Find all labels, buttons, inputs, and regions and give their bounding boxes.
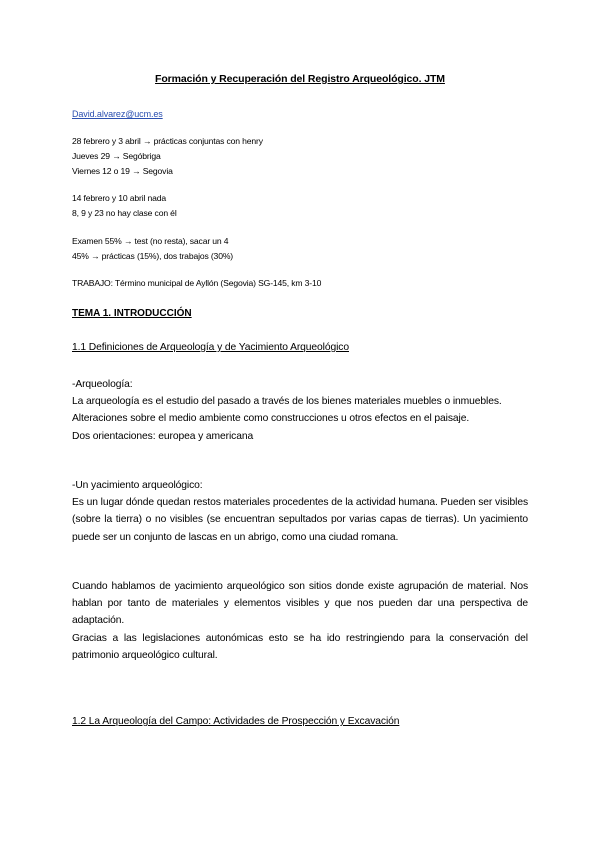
- schedule-line: Jueves 29 → Segóbriga: [72, 151, 161, 161]
- agrupacion-text: Gracias a las legislaciones autonómicas esto se ha ido restringiendo para la conservación del patrimonio arqueológico cultural.: [72, 632, 528, 661]
- no-class-line: 14 febrero y 10 abril nada: [72, 193, 167, 203]
- arqueologia-label: -Arqueología:: [72, 379, 133, 390]
- arqueologia-line: Dos orientaciones: europea y americana: [72, 430, 254, 442]
- email-link[interactable]: David.alvarez@ucm.es: [72, 109, 163, 119]
- yacimiento-label: -Un yacimiento arqueológico:: [72, 480, 203, 491]
- schedule-line: 28 febrero y 3 abril → prácticas conjuntas con henry: [72, 136, 263, 146]
- schedule-block: [72, 134, 263, 179]
- evaluation-line: 45% → prácticas (15%), dos trabajos (30%): [72, 251, 234, 261]
- yacimiento-paragraph: [72, 477, 528, 546]
- no-class-block: [72, 191, 177, 221]
- agrupacion-paragraph: [72, 578, 528, 664]
- yacimiento-text: Es un lugar dónde quedan restos materiales procedentes de la actividad humana. Pueden ser visibles (sobre la tierra) o no visibles (se encuentran sepultados por varias capas de tierras). Un yacimiento puede ser un conjunto de lascas en un abrigo, como una ciudad romana.: [72, 497, 528, 543]
- schedule-line: Viernes 12 o 19 → Segovia: [72, 166, 173, 176]
- section-heading-1-1: 1.1 Definiciones de Arqueología y de Yacimiento Arqueológico: [72, 342, 349, 353]
- tema-heading: TEMA 1. INTRODUCCIÓN: [72, 308, 192, 319]
- section-heading-1-2: 1.2 La Arqueología del Campo: Actividades de Prospección y Excavación: [72, 716, 400, 727]
- trabajo-block: [72, 276, 321, 291]
- document-title: Formación y Recuperación del Registro Arqueológico. JTM: [155, 73, 445, 85]
- arqueologia-paragraph: [72, 376, 528, 445]
- arqueologia-line: Alteraciones sobre el medio ambiente como construcciones u otros efectos en el paisaje.: [72, 413, 470, 425]
- evaluation-block: [72, 234, 233, 264]
- agrupacion-text: Cuando hablamos de yacimiento arqueológico son sitios donde existe agrupación de material. Nos hablan por tanto de materiales y elementos visibles y que nos pueden dar una perspectiva de adaptación.: [72, 581, 528, 627]
- arqueologia-line: La arqueología es el estudio del pasado a través de los bienes materiales muebles o inmuebles.: [72, 396, 502, 408]
- no-class-line: 8, 9 y 23 no hay clase con él: [72, 208, 177, 218]
- evaluation-line: Examen 55% → test (no resta), sacar un 4: [72, 236, 229, 246]
- trabajo-line: TRABAJO: Término municipal de Ayllón (Segovia) SG-145, km 3-10: [72, 278, 322, 288]
